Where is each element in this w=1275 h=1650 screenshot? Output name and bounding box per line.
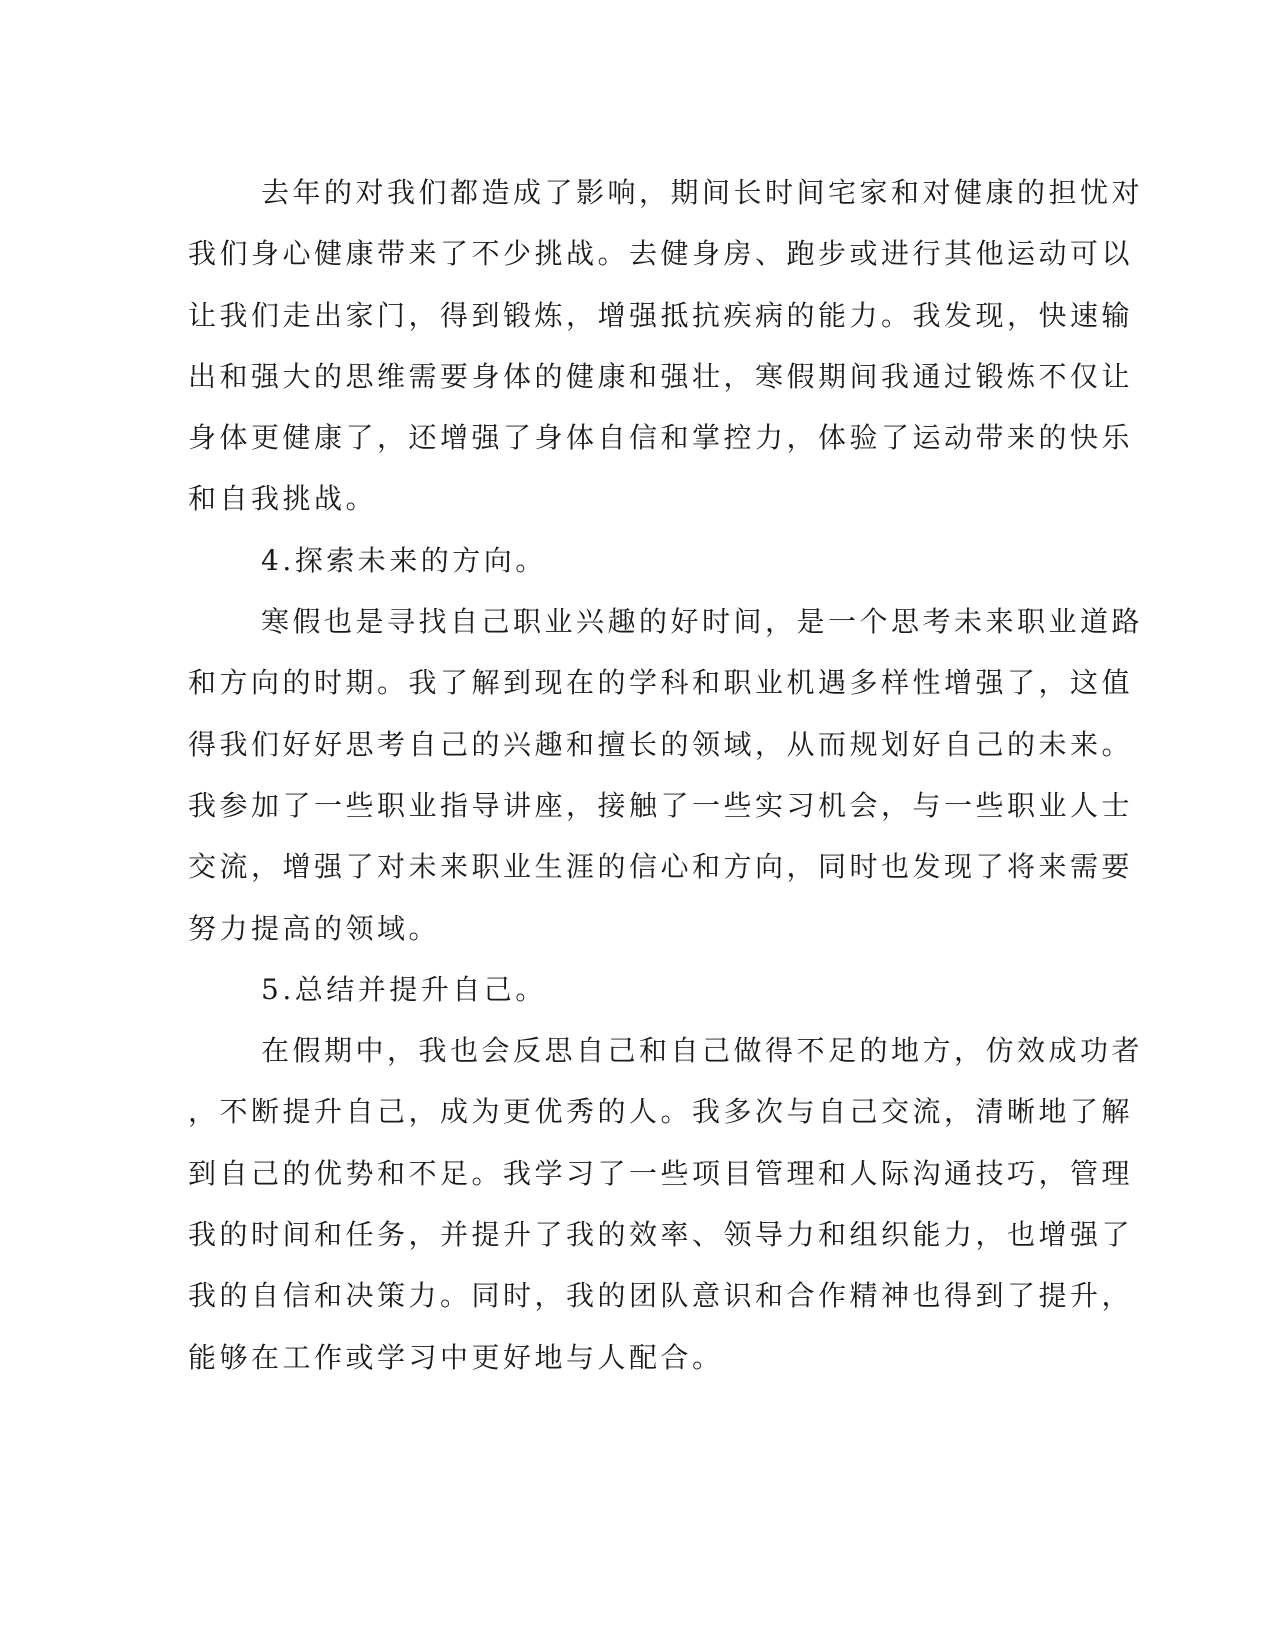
paragraph-line: 我的时间和任务，并提升了我的效率、领导力和组织能力，也增强了 — [188, 1218, 1134, 1252]
paragraph-line: 能够在工作或学习中更好地与人配合。 — [188, 1340, 724, 1374]
paragraph-line: 交流，增强了对未来职业生涯的信心和方向，同时也发现了将来需要 — [188, 850, 1134, 884]
paragraph-line: 寒假也是寻找自己职业兴趣的好时间，是一个思考未来职业道路 — [261, 605, 1144, 639]
paragraph-line: 让我们走出家门，得到锻炼，增强抵抗疾病的能力。我发现，快速输 — [188, 298, 1134, 332]
section-heading: 4.探索未来的方向。 — [261, 543, 547, 577]
paragraph-line: 去年的对我们都造成了影响，期间长时间宅家和对健康的担忧对 — [261, 176, 1144, 209]
paragraph-line: 我的自信和决策力。同时，我的团队意识和合作精神也得到了提升， — [188, 1279, 1134, 1313]
paragraph-line: ，不断提升自己，成为更优秀的人。我多次与自己交流，清晰地了解 — [188, 1095, 1134, 1129]
paragraph-line: 到自己的优势和不足。我学习了一些项目管理和人际沟通技巧，管理 — [188, 1156, 1134, 1190]
paragraph-line: 努力提高的领域。 — [188, 911, 441, 945]
paragraph-line: 得我们好好思考自己的兴趣和擅长的领域，从而规划好自己的未来。 — [188, 727, 1134, 761]
paragraph-line: 我参加了一些职业指导讲座，接触了一些实习机会，与一些职业人士 — [188, 788, 1134, 822]
paragraph-line: 身体更健康了，还增强了身体自信和掌控力，体验了运动带来的快乐 — [188, 421, 1134, 455]
paragraph-line: 出和强大的思维需要身体的健康和强壮，寒假期间我通过锻炼不仅让 — [188, 359, 1134, 393]
paragraph-line: 和自我挑战。 — [188, 482, 378, 516]
paragraph-line: 在假期中，我也会反思自己和自己做得不足的地方，仿效成功者 — [261, 1034, 1144, 1068]
paragraph-line: 和方向的时期。我了解到现在的学科和职业机遇多样性增强了，这值 — [188, 666, 1134, 700]
paragraph-line: 我们身心健康带来了不少挑战。去健身房、跑步或进行其他运动可以 — [188, 237, 1134, 271]
section-heading: 5.总结并提升自己。 — [261, 972, 547, 1006]
document-body — [188, 162, 1144, 1388]
